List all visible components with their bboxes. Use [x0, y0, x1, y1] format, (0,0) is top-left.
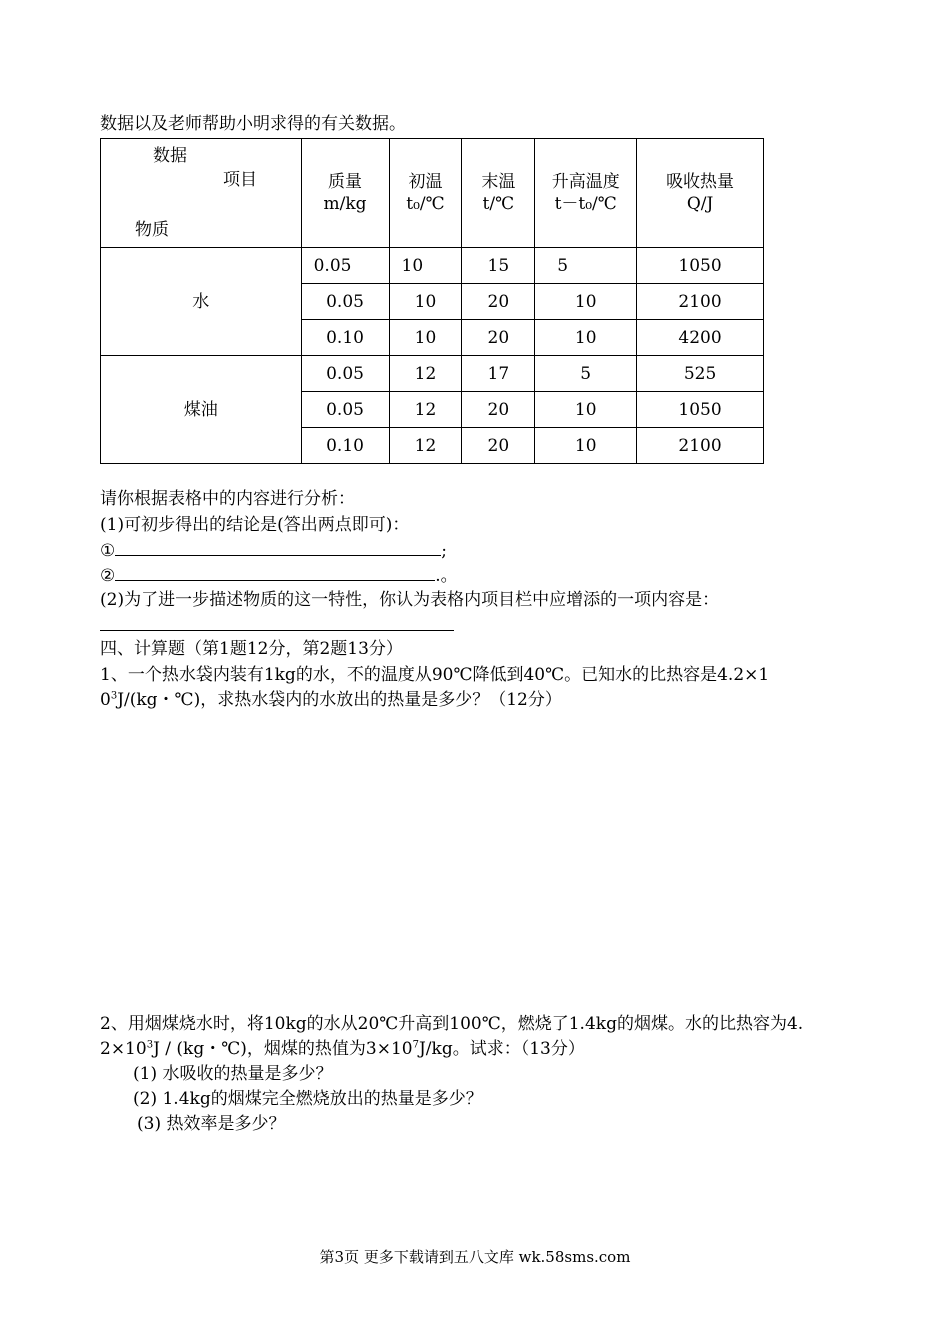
conclusion-2-row: ② .。 — [100, 566, 458, 586]
problem-2-line-1: 2、用烟煤烧水时，将10kg的水从20℃升高到100℃，燃烧了1.4kg的烟煤。水的比热容为4. — [100, 1014, 804, 1034]
problem-2-line-2: $2\times 10^3J / (kg$・℃)，烟煤的热值为$3\times 10^7J/kg$。试求：（13分） — [100, 1039, 585, 1059]
header-final-temp: 末温 t/℃ — [462, 139, 535, 248]
corner-label-item: 项目 — [223, 170, 257, 190]
question-1: (1)可初步得出的结论是(答出两点即可)： — [100, 515, 410, 535]
intro-text: 数据以及老师帮助小明求得的有关数据。 — [100, 114, 406, 134]
table-row: 0.10 12 20 10 2100 — [101, 428, 764, 464]
corner-label-data: 数据 — [153, 146, 187, 166]
sub-question-1: (1) 水吸收的热量是多少？ — [133, 1064, 333, 1084]
sub-question-2: (2) 1.4kg的烟煤完全燃烧放出的热量是多少？ — [133, 1089, 483, 1109]
header-temp-rise: 升高温度 t－t₀/℃ — [535, 139, 637, 248]
corner-header-cell — [101, 139, 302, 248]
table-header-row — [101, 139, 764, 248]
question-2-answer-row — [100, 614, 454, 637]
question-2: (2)为了进一步描述物质的这一特性，你认为表格内项目栏中应增添的一项内容是： — [100, 590, 720, 610]
section-4-title: 四、计算题（第1题12分，第2题13分） — [100, 639, 403, 659]
table-row: 0.10 10 20 10 4200 — [101, 320, 764, 356]
corner-label-substance: 物质 — [135, 220, 169, 240]
analysis-prompt: 请你根据表格中的内容进行分析： — [100, 489, 355, 509]
table-row: 0.05 10 20 10 2100 — [101, 284, 764, 320]
substance-cell: 煤油 — [101, 356, 302, 464]
problem-1-line-2: $0^3J/(kg$・℃)，求热水袋内的水放出的热量是多少？（12分） — [100, 690, 562, 710]
page-footer: 第3页 更多下载请到五八文库 wk.58sms.com — [319, 1248, 631, 1266]
table-row: 煤油 0.05 12 17 5 525 — [101, 356, 764, 392]
substance-cell: 水 — [101, 248, 302, 356]
table-row: 水 0.05 10 15 5 1050 — [101, 248, 764, 284]
header-mass: 质量 m/kg — [301, 139, 389, 248]
conclusion-2-blank[interactable] — [115, 564, 435, 581]
table-row: 0.05 12 20 10 1050 — [101, 392, 764, 428]
conclusion-1-blank[interactable] — [115, 539, 441, 556]
data-table — [100, 138, 764, 464]
conclusion-1-row: ① ; — [100, 541, 447, 561]
sub-question-3: (3) 热效率是多少？ — [137, 1114, 286, 1134]
header-initial-temp: 初温 t₀/℃ — [389, 139, 462, 248]
question-2-blank[interactable] — [100, 614, 454, 631]
header-heat-absorbed: 吸收热量 Q/J — [637, 139, 764, 248]
problem-1-line-1: 1、一个热水袋内装有1kg的水，不的温度从90℃降低到40℃。已知水的比热容是4.2×1 — [100, 665, 770, 685]
